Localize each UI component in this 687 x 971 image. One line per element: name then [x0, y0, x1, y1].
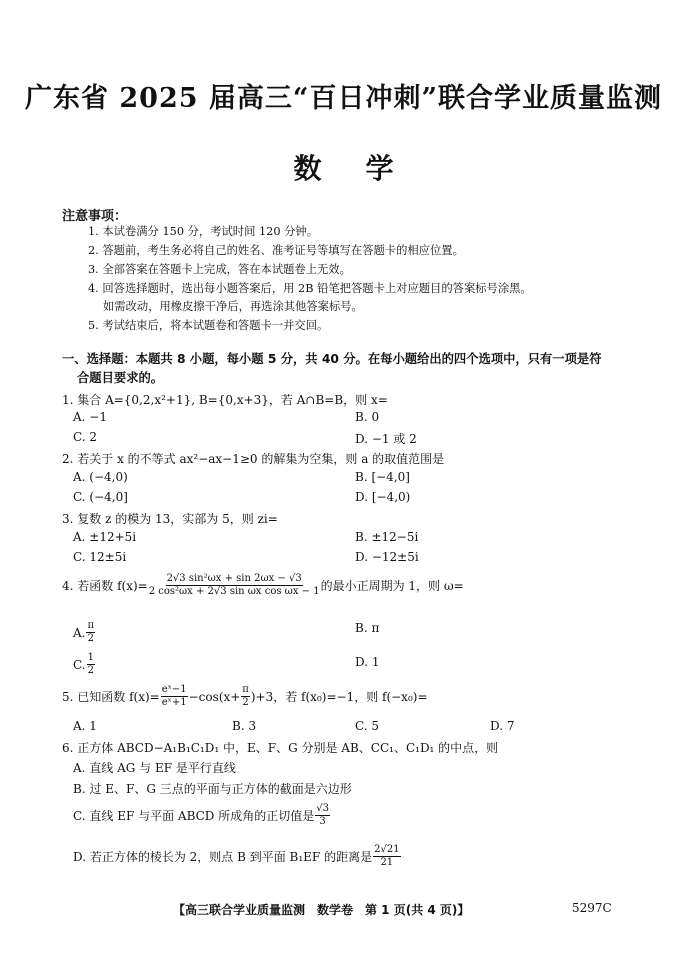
q3-option-b: B. ±12−5i: [355, 530, 419, 544]
q6-option-c: [73, 803, 331, 828]
q4-denominator: 2 cos²ωx + 2√3 sin ωx cos ωx − 1: [148, 586, 320, 597]
notice-heading: 注意事项：: [62, 209, 128, 224]
q4-option-b: B. π: [355, 621, 380, 635]
q5-denominator: eˣ+1: [161, 697, 187, 708]
q6-option-c-num: √3: [316, 803, 329, 814]
q2-stem: 2. 若关于 x 的不等式 ax²−ax−1≥0 的解集为空集，则 a 的取值范围是: [62, 452, 445, 466]
q4-option-a: [73, 620, 96, 645]
notice-item-5: 5. 考试结束后，将本试题卷和答题卡一并交回。: [88, 319, 329, 332]
q2-option-c: C. (−4,0]: [73, 490, 128, 504]
q6-option-d: [73, 844, 402, 869]
q6-option-b: B. 过 E、F、G 三点的平面与正方体的截面是六边形: [73, 782, 352, 796]
q4-numerator: 2√3 sin²ωx + sin 2ωx − √3: [166, 573, 302, 584]
q4-option-a-fraction: [86, 620, 95, 645]
q1-stem: 1. 集合 A={0,2,x²+1}, B={0,x+3}，若 A∩B=B，则 x=: [62, 393, 388, 407]
q5-suffix: )+3，若 f(x₀)=−1，则 f(−x₀)=: [250, 690, 428, 704]
q6-option-c-fraction: [315, 803, 330, 828]
notice-item-4: 4. 回答选择题时，选出每小题答案后，用 2B 铅笔把答题卡上对应题目的答案标号涂黑。: [88, 282, 532, 295]
q5-pi-den: 2: [242, 697, 249, 708]
q4-suffix: 的最小正周期为 1，则 ω=: [320, 579, 464, 593]
q5-fraction: [161, 684, 188, 709]
q5-option-d: D. 7: [490, 719, 515, 733]
q4-stem: [62, 573, 464, 598]
q6-option-d-text: D. 若正方体的棱长为 2，则点 B 到平面 B₁EF 的距离是: [73, 850, 373, 864]
q6-stem: 6. 正方体 ABCD−A₁B₁C₁D₁ 中，E、F、G 分别是 AB、CC₁、C₁D₁ 的中点，则: [62, 741, 499, 755]
q6-option-d-den: 21: [380, 857, 394, 868]
q5-stem: [62, 684, 428, 709]
section-heading-line1: 一、选择题：本题共 8 小题，每小题 5 分，共 40 分。在每小题给出的四个选项中，只有一项是符: [62, 352, 602, 366]
q5-numerator: eˣ−1: [161, 684, 187, 695]
paper-code: 5297C: [572, 901, 612, 915]
q1-option-b: B. 0: [355, 410, 380, 424]
q5-option-a: A. 1: [73, 719, 97, 733]
q2-option-b: B. [−4,0]: [355, 470, 410, 484]
q4-option-a-den: 2: [87, 633, 94, 644]
q4-option-d: D. 1: [355, 655, 380, 669]
q2-option-a: A. (−4,0): [73, 470, 128, 484]
subject-title: 数学: [293, 152, 438, 185]
q3-option-a: A. ±12+5i: [73, 530, 137, 544]
q5-mid: −cos(x+: [188, 689, 241, 704]
q5-prefix: 5. 已知函数 f(x)=: [62, 690, 160, 704]
q2-option-d: D. [−4,0): [355, 490, 411, 504]
q6-option-a: A. 直线 AG 与 EF 是平行直线: [73, 761, 236, 775]
q4-prefix: 4. 若函数 f(x)=: [62, 579, 148, 593]
q4-option-a-label: A.: [73, 625, 86, 640]
q6-option-c-den: 3: [319, 816, 326, 827]
q4-option-c-label: C.: [73, 657, 86, 672]
notice-item-2: 2. 答题前，考生务必将自己的姓名、准考证号等填写在答题卡的相应位置。: [88, 244, 464, 257]
q3-option-d: D. −12±5i: [355, 550, 419, 564]
q6-option-d-fraction: [373, 844, 400, 869]
section-heading-line2: 合题目要求的。: [77, 371, 164, 385]
page-title: 广东省 2025 届高三“百日冲刺”联合学业质量监测: [24, 83, 662, 114]
q4-option-c-fraction: [87, 652, 95, 677]
q5-option-b: B. 3: [232, 719, 257, 733]
q5-pi-fraction: [241, 684, 250, 709]
q4-option-c: [73, 652, 96, 677]
q5-pi-num: π: [242, 684, 249, 695]
notice-item-1: 1. 本试卷满分 150 分，考试时间 120 分钟。: [88, 225, 319, 238]
q1-option-c: C. 2: [73, 430, 98, 444]
q1-option-a: A. −1: [73, 410, 107, 424]
q3-stem: 3. 复数 z 的模为 13，实部为 5，则 zi=: [62, 512, 278, 526]
q4-fraction: [149, 573, 320, 598]
q6-option-c-text: C. 直线 EF 与平面 ABCD 所成角的正切值是: [73, 809, 315, 823]
q5-option-c: C. 5: [355, 719, 380, 733]
q1-option-d: D. −1 或 2: [355, 432, 417, 446]
page-footer: 【高三联合学业质量监测 数学卷 第 1 页(共 4 页)】: [173, 903, 470, 917]
notice-item-3: 3. 全部答案在答题卡上完成，答在本试题卷上无效。: [88, 263, 351, 276]
q4-option-a-num: π: [87, 620, 95, 631]
q6-option-d-num: 2√21: [374, 844, 400, 855]
q3-option-c: C. 12±5i: [73, 550, 127, 564]
q4-option-c-den: 2: [87, 665, 94, 676]
q4-option-c-num: 1: [87, 652, 94, 663]
notice-item-4-cont: 如需改动，用橡皮擦干净后，再选涂其他答案标号。: [103, 300, 363, 313]
